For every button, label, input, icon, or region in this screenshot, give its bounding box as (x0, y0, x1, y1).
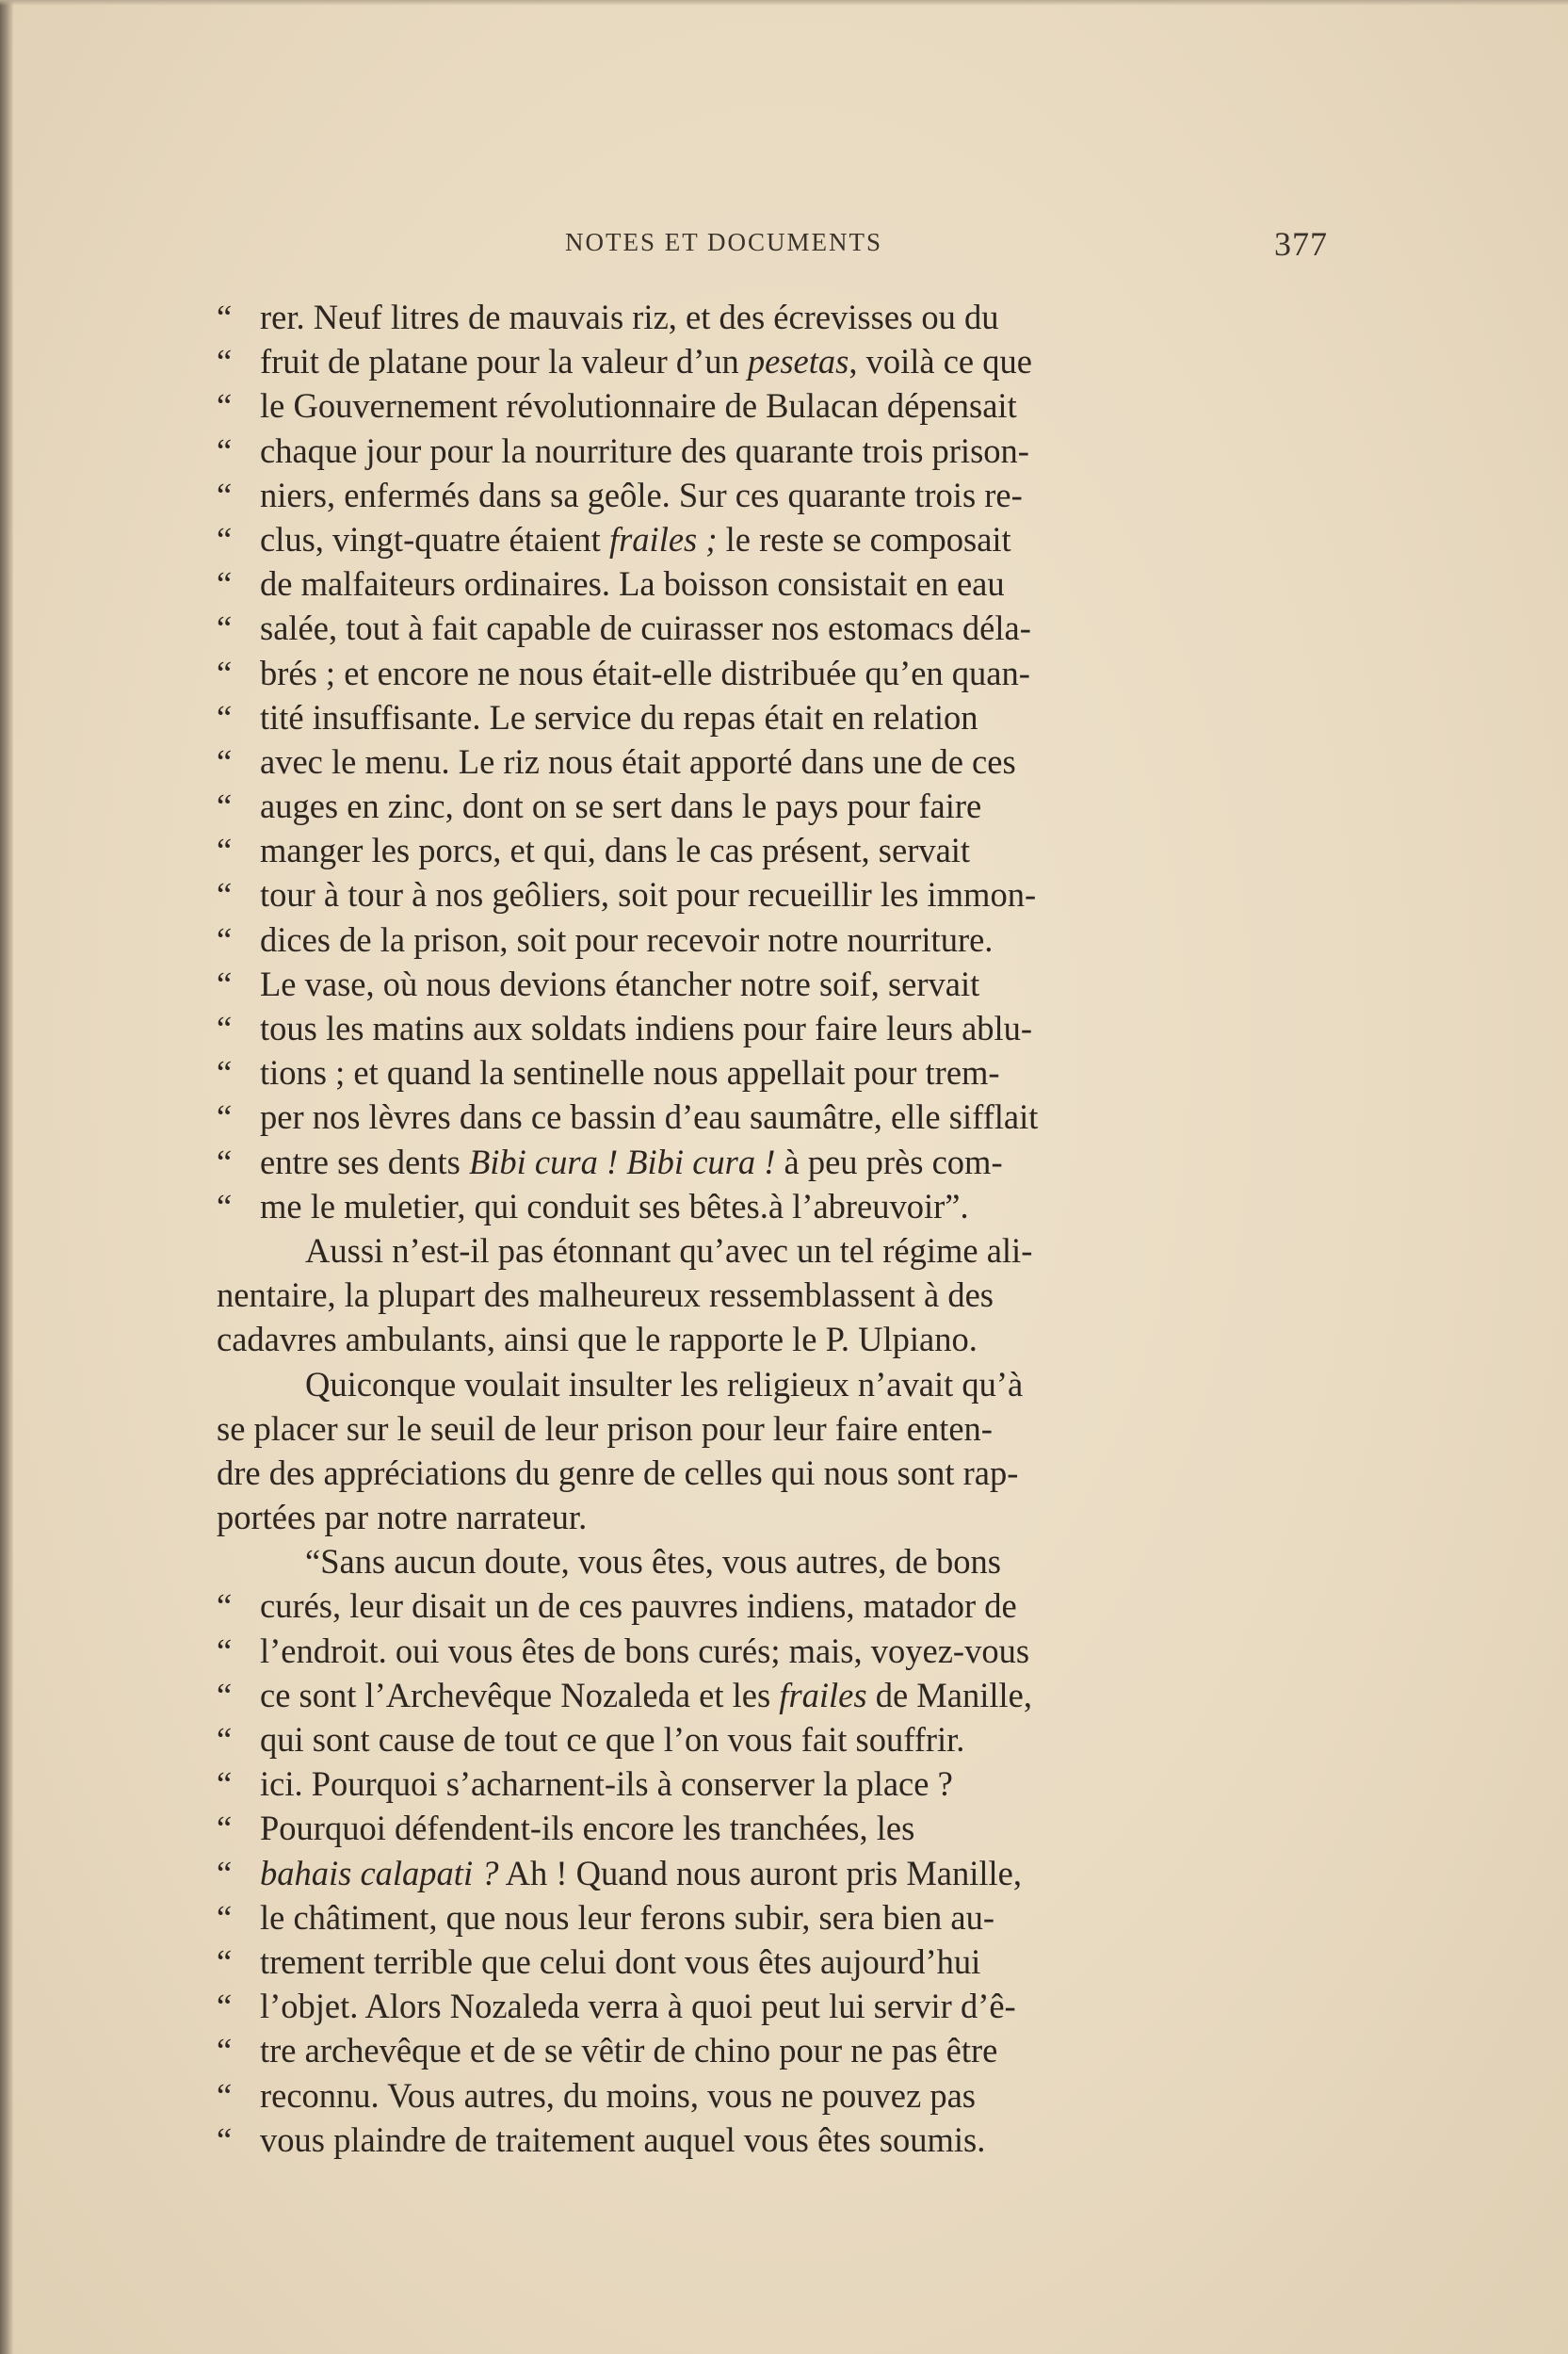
quote-mark: “ (217, 831, 233, 870)
text-line (217, 1717, 1337, 1761)
text-line (217, 784, 1337, 828)
quote-mark: “ (217, 1053, 233, 1093)
text-run: Aussi n’est-il pas étonnant qu’avec un tel régime ali- (305, 1230, 1033, 1270)
text-run: de Manille, (866, 1675, 1032, 1714)
text-run: dices de la prison, soit pour recevoir notre nourriture. (260, 919, 994, 959)
text-run: tre archevêque et de se vêtir de chino pour ne pas être (260, 2031, 998, 2070)
text-run: me le muletier, qui conduit ses bêtes.à l’abreuvoir”. (260, 1186, 969, 1226)
quote-mark: “ (217, 430, 233, 470)
quote-mark: “ (217, 1009, 233, 1047)
text-line (217, 695, 1337, 739)
text-run: le Gouvernement révolutionnaire de Bulacan dépensait (260, 386, 1017, 426)
text-line (217, 962, 1337, 1006)
text-line (217, 1539, 1337, 1583)
text-line (217, 339, 1337, 383)
quote-mark: “ (217, 787, 233, 826)
text-line (217, 1006, 1337, 1050)
quote-mark: “ (217, 875, 233, 915)
quote-mark: “ (217, 342, 233, 382)
quote-mark: “ (217, 1586, 233, 1626)
text-line (217, 1406, 1337, 1451)
italic-text: pesetas (747, 342, 849, 382)
text-line (217, 383, 1337, 428)
text-line (217, 1940, 1337, 1984)
text-line (217, 1140, 1337, 1184)
text-line (217, 1984, 1337, 2028)
text-run: tité insuffisante. Le service du repas était en relation (260, 697, 978, 737)
text-run: entre ses dents (260, 1142, 469, 1181)
quote-mark: “ (217, 1720, 233, 1759)
text-run: cadavres ambulants, ainsi que le rapporte le P. Ulpiano. (217, 1320, 978, 1359)
running-head: NOTES ET DOCUMENTS (565, 228, 883, 256)
text-run: dre des appréciations du genre de celles qui nous sont rap- (217, 1453, 1019, 1492)
text-run: portées par notre narrateur. (217, 1498, 588, 1537)
text-run: le châtiment, que nous leur ferons subir, sera bien au- (260, 1897, 994, 1937)
text-run: trement terrible que celui dont vous êtes aujourd’hui (260, 1941, 981, 1981)
quote-mark: “ (217, 1853, 233, 1892)
text-line (217, 2073, 1337, 2118)
quote-mark: “ (217, 1987, 233, 2026)
text-run: tions ; et quand la sentinelle nous appellait pour trem- (260, 1053, 1000, 1093)
text-line (217, 561, 1337, 606)
text-line (217, 606, 1337, 650)
quote-mark: “ (217, 1809, 233, 1848)
text-line (217, 1761, 1337, 1806)
text-run: Quiconque voulait insulter les religieux n’avait qu’à (305, 1364, 1024, 1404)
quote-mark: “ (217, 609, 233, 648)
text-line (217, 1806, 1337, 1850)
text-run: se placer sur le seuil de leur prison pour leur faire enten- (217, 1408, 993, 1448)
quote-mark: “ (217, 2031, 233, 2070)
text-run: tous les matins aux soldats indiens pour faire leurs ablu- (260, 1009, 1033, 1047)
text-run: tour à tour à nos geôliers, soit pour recueillir les immon- (260, 875, 1037, 915)
text-line (217, 1673, 1337, 1717)
quote-mark: “ (217, 1897, 233, 1937)
text-run: fruit de platane pour la valeur d’un (260, 342, 748, 382)
text-run: niers, enfermés dans sa geôle. Sur ces quarante trois re- (260, 475, 1023, 514)
quote-mark: “ (217, 1675, 233, 1714)
text-line (217, 1184, 1337, 1228)
text-line (217, 1050, 1337, 1095)
quote-mark: “ (217, 2119, 233, 2159)
page-number: 377 (1274, 225, 1328, 263)
text-line (217, 1895, 1337, 1940)
quote-mark: “ (217, 919, 233, 959)
text-run: reconnu. Vous autres, du moins, vous ne pouvez pas (260, 2075, 976, 2115)
text-line (217, 1362, 1337, 1406)
text-line (217, 917, 1337, 962)
text-line (217, 1629, 1337, 1673)
text-run: rer. Neuf litres de mauvais riz, et des écrevisses ou du (260, 298, 999, 336)
text-run: ici. Pourquoi s’acharnent-ils à conserver la place ? (260, 1764, 953, 1804)
text-run: brés ; et encore ne nous était-elle distribuée qu’en quan- (260, 653, 1030, 692)
quote-mark: “ (217, 2075, 233, 2115)
text-run: , voilà ce que (849, 342, 1032, 382)
page-top-edge (0, 0, 1568, 6)
text-line (217, 2118, 1337, 2162)
quote-mark: “ (217, 1186, 233, 1226)
quote-mark: “ (217, 1097, 233, 1137)
quote-mark: “ (217, 519, 233, 559)
text-line (217, 429, 1337, 473)
text-run: ce sont l’Archevêque Nozaleda et les (260, 1675, 780, 1714)
text-line (217, 1451, 1337, 1495)
text-line (217, 473, 1337, 517)
text-run: per nos lèvres dans ce bassin d’eau saumâtre, elle sifflait (260, 1097, 1039, 1137)
text-run: le reste se composait (717, 519, 1011, 559)
text-line (217, 828, 1337, 872)
quote-mark: “ (217, 697, 233, 737)
text-run: “Sans aucun doute, vous êtes, vous autres, de bons (305, 1542, 1001, 1582)
quote-mark: “ (217, 964, 233, 1003)
page-binding-edge (0, 0, 13, 2354)
quote-mark: “ (217, 564, 233, 604)
quote-mark: “ (217, 741, 233, 781)
quote-mark: “ (217, 1142, 233, 1181)
text-run: à peu près com- (775, 1142, 1003, 1181)
text-run: manger les porcs, et qui, dans le cas présent, servait (260, 831, 971, 870)
text-line (217, 1317, 1337, 1361)
italic-text: Bibi cura ! Bibi cura ! (468, 1142, 776, 1181)
text-run: qui sont cause de tout ce que l’on vous fait souffrir. (260, 1720, 965, 1759)
text-line (217, 739, 1337, 784)
text-line (217, 1583, 1337, 1628)
text-line (217, 1273, 1337, 1317)
text-run: chaque jour pour la nourriture des quarante trois prison- (260, 430, 1029, 470)
text-line (217, 872, 1337, 917)
quote-mark: “ (217, 386, 233, 426)
italic-text: frailes ; (608, 519, 718, 559)
text-line (217, 1495, 1337, 1539)
text-run: Pourquoi défendent-ils encore les tranchées, les (260, 1809, 915, 1848)
text-line (217, 517, 1337, 561)
quote-mark: “ (217, 1631, 233, 1670)
text-run: Le vase, où nous devions étancher notre soif, servait (260, 964, 980, 1003)
text-line (217, 295, 1337, 339)
italic-text: bahais calapati ? (260, 1853, 499, 1892)
text-run: Ah ! Quand nous auront pris Manille, (498, 1853, 1023, 1892)
text-run: vous plaindre de traitement auquel vous êtes soumis. (260, 2119, 986, 2159)
quote-mark: “ (217, 298, 233, 336)
text-run: clus, vingt-quatre étaient (260, 519, 609, 559)
text-run: de malfaiteurs ordinaires. La boisson consistait en eau (260, 564, 1005, 604)
text-run: l’endroit. oui vous êtes de bons curés; mais, voyez-vous (260, 1631, 1030, 1670)
text-run: auges en zinc, dont on se sert dans le pays pour faire (260, 787, 982, 826)
quote-mark: “ (217, 1764, 233, 1804)
body-text (217, 295, 1337, 2162)
page-header (217, 224, 1337, 271)
quote-mark: “ (217, 1941, 233, 1981)
text-line (217, 651, 1337, 695)
text-line (217, 1851, 1337, 1895)
text-line (217, 2028, 1337, 2072)
text-line (217, 1095, 1337, 1139)
quote-mark: “ (217, 475, 233, 514)
italic-text: frailes (779, 1675, 867, 1714)
text-run: l’objet. Alors Nozaleda verra à quoi peut lui servir d’ê- (260, 1987, 1016, 2026)
text-run: avec le menu. Le riz nous était apporté dans une de ces (260, 741, 1016, 781)
quote-mark: “ (217, 653, 233, 692)
text-line (217, 1228, 1337, 1273)
text-run: nentaire, la plupart des malheureux ressemblassent à des (217, 1275, 994, 1315)
text-run: salée, tout à fait capable de cuirasser nos estomacs déla- (260, 609, 1031, 648)
text-run: curés, leur disait un de ces pauvres indiens, matador de (260, 1586, 1017, 1626)
